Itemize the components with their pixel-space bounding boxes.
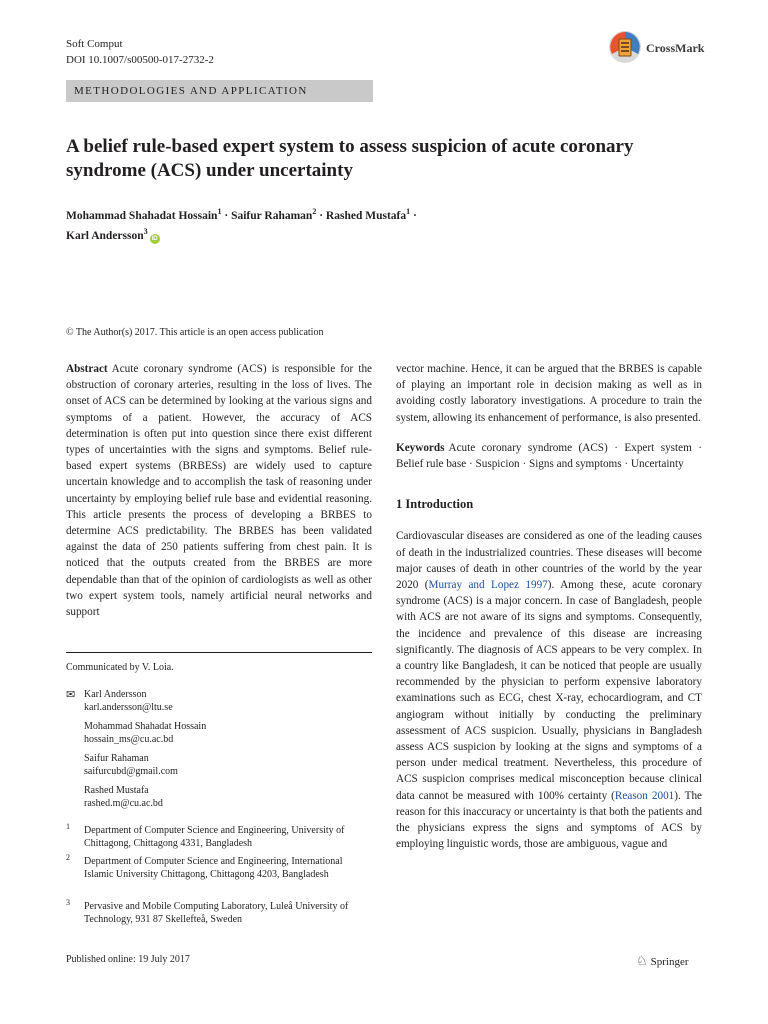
affiliation-marker: 2 — [312, 207, 317, 216]
crossmark-icon — [608, 30, 642, 64]
citation-link[interactable]: Murray and Lopez 1997 — [428, 579, 548, 592]
section-heading: 1 Introduction — [396, 497, 474, 512]
affiliation-number: 2 — [66, 853, 70, 862]
intro-text: ). Among these, acute coronary syndrome (ACS) is a major concern. In case of Bangladesh, people with ACS are not aware of its signs and symptoms. Consequently, the incidence and prevalence of this disease are increasing significantly. The diagnosis of ACS appears to be very complex. In a country like Bangladesh, it can be noticed that people are usually recommended by the physician to perform expensive laboratory examinations such as ECG, chest X-ray, echocardiogram, and CT angiogram without initially by conducting the preliminary assessment of ACS suspicion. Usually, physicians in Bangladesh assess ACS suspicion by looking at the signs and symptoms of a person under medical treatment. Nevertheless, this procedure of ACS suspicion comprises medical misconception because clinical data cannot be measured with 100% certainty ( — [396, 579, 702, 802]
article-title: A belief rule-based expert system to assess suspicion of acute coronary syndrome (ACS) under uncertainty — [66, 136, 634, 181]
contact-block — [84, 784, 163, 810]
abstract-label: Abstract — [66, 363, 108, 375]
contact-name: Karl Andersson — [84, 689, 147, 700]
intro-text: ). The reason for this inaccuracy or uncertainty is that both the patients and the physicians express the signs and symptoms of ACS by employing linguistic words, those are ambiguous, vague and — [396, 789, 703, 851]
publisher-name: Springer — [650, 956, 689, 968]
communicated-by: Communicated by V. Loia. — [66, 662, 174, 673]
contact-name: Mohammad Shahadat Hossain — [84, 721, 207, 732]
author-separator: · — [316, 209, 326, 222]
abstract-text: Acute coronary syndrome (ACS) is responsible for the obstruction of coronary arteries, resulting in the loss of lives. The onset of ACS can be determined by looking at the various signs and symptoms of a patient. However, the accuracy of ACS determination is often put into question since there exist different types of uncertainties with the signs and symptoms. Belief rule-based expert systems (BRBESs) are widely used to capture uncertain knowledge and to accomplish the task of reasoning under uncertainty by employing belief rule base and evidential reasoning. This article presents the process of developing a BRBES to determine ACS predictability. The BRBES has been validated against the data of 250 patients suffering from chest pain. It is noticed that the outputs created from the BRBES are more dependable than that of the opinion of cardiologists as well as other two expert system tools, namely artificial neural networks and support — [66, 363, 372, 619]
affiliation-number: 3 — [66, 898, 70, 907]
author-name[interactable]: Mohammad Shahadat Hossain — [66, 209, 218, 222]
author-separator: · — [410, 209, 417, 222]
intro-text: Cardiovascular diseases are considered as one of the leading causes of death in the industrialized countries. These diseases will become major causes of death in other countries of the world by the year 2020 ( — [396, 530, 702, 592]
affiliation-text: Pervasive and Mobile Computing Laboratory, Luleå University of Technology, 931 87 Skellefteå, Sweden — [84, 901, 349, 925]
keywords-text: Acute coronary syndrome (ACS) · Expert system · Belief rule base · Suspicion · Signs and symptoms · Uncertainty — [396, 441, 702, 471]
affiliation-marker: 3 — [143, 226, 148, 236]
copyright-notice: © The Author(s) 2017. This article is an open access publication — [66, 327, 324, 338]
affiliation-text: Department of Computer Science and Engineering, University of Chittagong, Chittagong 4331, Bangladesh — [84, 825, 345, 849]
contact-block — [84, 720, 206, 746]
journal-name: Soft Comput — [66, 38, 123, 50]
author-name[interactable]: Rashed Mustafa — [325, 209, 407, 222]
main-column-right — [396, 361, 702, 852]
contact-block — [84, 752, 178, 778]
springer-horse-icon: ♘ — [636, 953, 648, 968]
author-name[interactable]: Karl Andersson — [66, 229, 144, 242]
contact-block — [84, 688, 173, 714]
keywords — [396, 440, 702, 472]
author-list — [66, 204, 686, 244]
introduction-paragraph — [396, 528, 702, 852]
crossmark-badge[interactable] — [606, 30, 706, 66]
author-separator: · — [221, 209, 232, 222]
contact-email[interactable]: karl.andersson@ltu.se — [84, 702, 173, 713]
contact-email[interactable]: hossain_ms@cu.ac.bd — [84, 734, 174, 745]
abstract-column-left — [66, 361, 372, 620]
contact-email[interactable]: rashed.m@cu.ac.bd — [84, 798, 163, 809]
abstract-continuation: vector machine. Hence, it can be argued that the BRBES is capable of playing an important role in decision making as well as in avoiding costly laboratory investigations. A procedure to train the system, allowing its enhancement of performance, is also presented. — [396, 363, 702, 424]
crossmark-label: CrossMark — [646, 41, 705, 55]
publisher-logo[interactable] — [636, 953, 689, 969]
affiliation-text: Department of Computer Science and Engineering, International Islamic University Chittagong, Chittagong 4203, Bangladesh — [84, 856, 343, 880]
citation-link[interactable]: Reason 2001 — [614, 789, 675, 802]
orcid-icon[interactable]: iD — [151, 235, 158, 242]
affiliation-number: 1 — [66, 822, 70, 831]
envelope-icon: ✉ — [66, 689, 76, 701]
contact-name: Saifur Rahaman — [84, 753, 149, 764]
author-name[interactable]: Saifur Rahaman — [231, 209, 313, 222]
footnote-divider — [66, 652, 372, 653]
contact-email[interactable]: saifurcubd@gmail.com — [84, 766, 178, 777]
published-date: Published online: 19 July 2017 — [66, 954, 190, 965]
keywords-label: Keywords — [396, 441, 445, 454]
doi-link[interactable]: DOI 10.1007/s00500-017-2732-2 — [66, 54, 214, 66]
category-banner: METHODOLOGIES AND APPLICATION — [66, 80, 373, 102]
contact-name: Rashed Mustafa — [84, 785, 149, 796]
affiliation-marker: 1 — [217, 207, 222, 216]
affiliation-marker: 1 — [406, 207, 411, 216]
